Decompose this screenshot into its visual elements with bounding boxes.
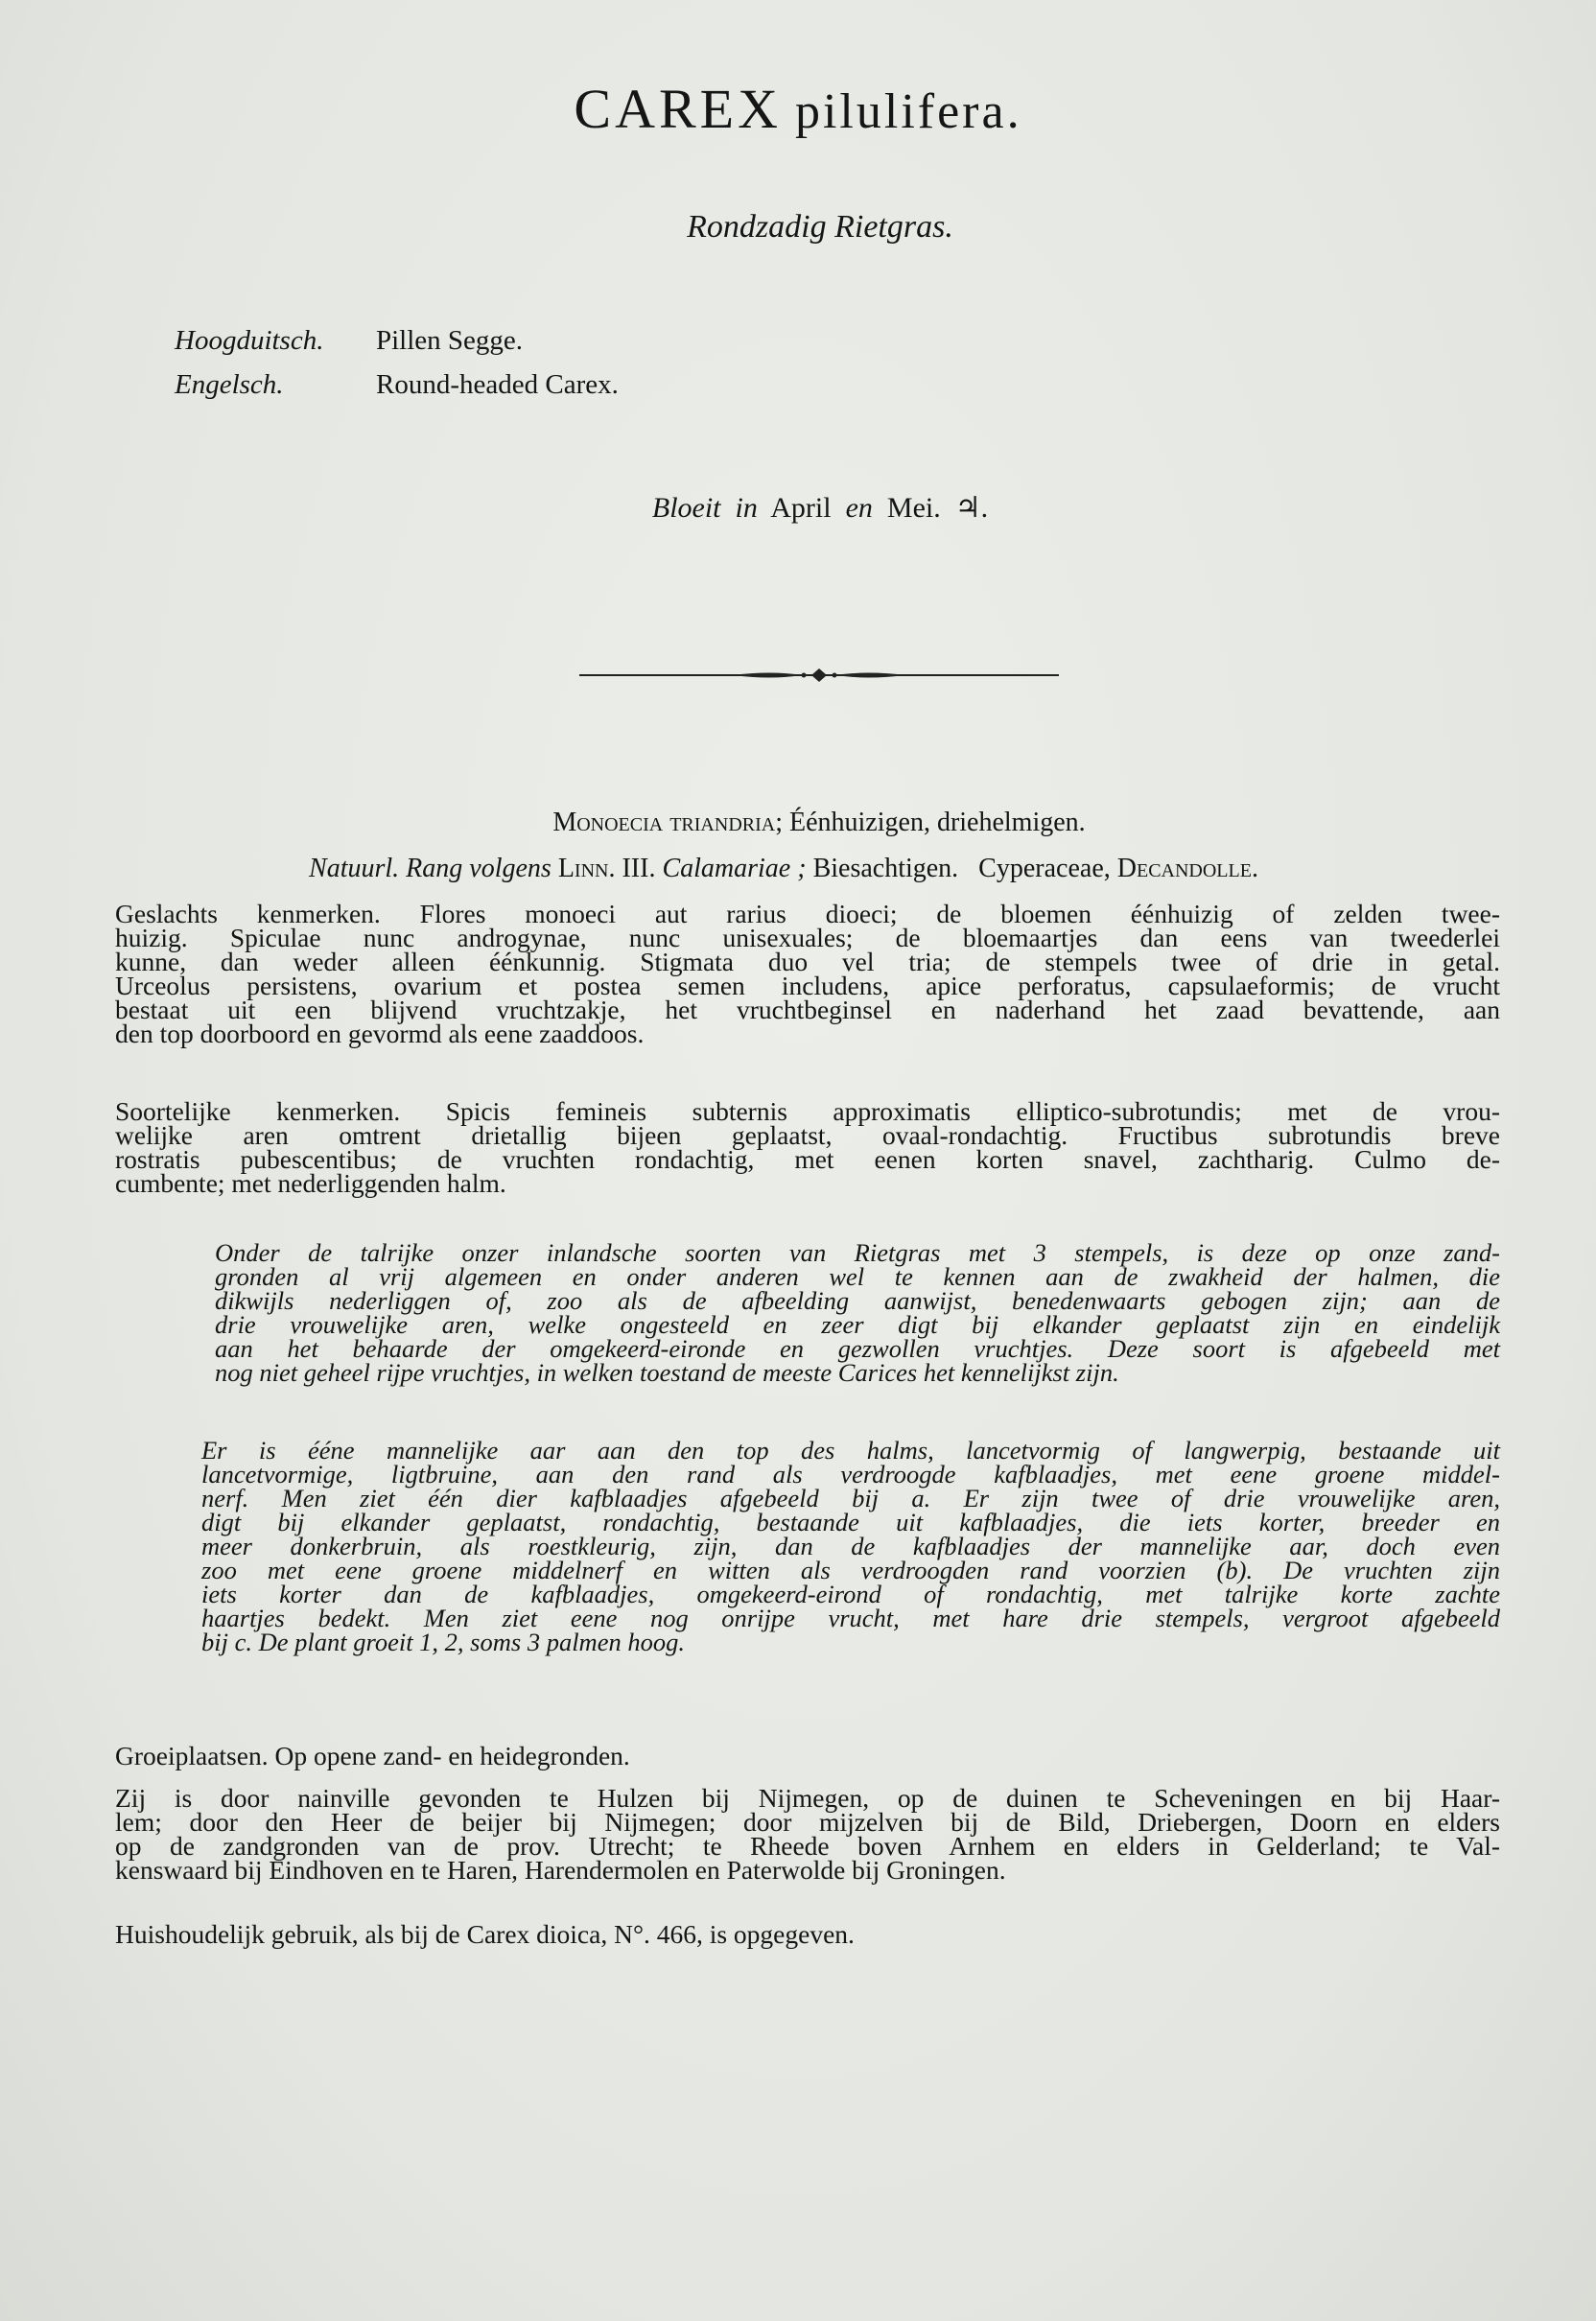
bloom-line	[0, 491, 1596, 525]
text-line: bij c. De plant groeit 1, 2, soms 3 palmen hoog.	[201, 1628, 685, 1656]
classification-line	[0, 808, 1596, 838]
text-line: Er is ééne mannelijke aar aan den top des halms, lancetvormig of langwerpig, bestaande uit	[201, 1436, 1500, 1465]
description-paragraph-2	[201, 1436, 1500, 1656]
rank-calamariae: Calamariae ;	[662, 854, 807, 883]
text-line: zoo met eene groene middelnerf en witten als verdroogden rand voorzien (b). De vruchten zijn	[201, 1556, 1500, 1584]
text-line: nerf. Men ziet één dier kafblaadjes afgebeeld bij a. Er zijn twee of drie vrouwelijke aren,	[201, 1484, 1500, 1512]
text-line: aan het behaarde der omgekeerd-eironde en gezwollen vruchtjes. Deze soort is afgebeeld met	[215, 1334, 1500, 1363]
text-line: huizig. Spiculae nunc androgynae, nunc unisexuales; de bloemaartjes dan eens van tweederlei	[115, 923, 1500, 952]
text-line: lancetvormige, ligtbruine, aan den rand als verdroogde kafblaadjes, met eene groene middel-	[201, 1460, 1500, 1489]
text-line: Onder de talrijke onzer inlandsche soorten van Rietgras met 3 stempels, is deze op onze zand-	[215, 1238, 1500, 1267]
dutch-name: Rondzadig Rietgras.	[687, 209, 953, 245]
page-title	[0, 77, 1596, 141]
text-line: Geslachts kenmerken. Flores monoeci aut rarius dioeci; de bloemen éénhuizig of zelden twee-	[115, 899, 1500, 928]
classification-dutch: ; Éénhuizigen, driehelmigen.	[775, 808, 1086, 837]
text-line: drie vrouwelijke aren, welke ongesteeld en zeer digt bij elkander geplaatst zijn en eindelijk	[215, 1310, 1500, 1339]
bloom-prefix: Bloeit	[651, 492, 721, 524]
name-german	[175, 318, 619, 363]
text-line: lem; door den Heer de beijer bij Nijmegen; door mijzelven bij de Bild, Driebergen, Doorn en elders	[115, 1807, 1500, 1837]
text-line: cumbente; met nederliggenden halm.	[115, 1168, 506, 1198]
bloom-month-2: Mei.	[886, 492, 941, 524]
text-line: meer donkerbruin, als roestkleurig, zijn, dan de kafblaadjes der mannelijke aar, doch even	[201, 1532, 1500, 1560]
perennial-symbol: ♃.	[954, 492, 989, 524]
text-line: bestaat uit een blijvend vruchtzakje, het vruchtbeginsel en naderhand het zaad bevattende, aan	[115, 995, 1500, 1024]
text-line: Urceolus persistens, ovarium et postea semen includens, apice perforatus, capsulaeformis; de vrucht	[115, 971, 1500, 1000]
text-line: Soortelijke kenmerken. Spicis femineis subternis approximatis elliptico-subrotundis; met de vrou-	[115, 1096, 1500, 1126]
genus-characters-paragraph	[115, 899, 1500, 1048]
name-value: Round-headed Carex.	[376, 369, 619, 400]
rank-prefix: Natuurl. Rang volgens	[309, 854, 552, 883]
text-line: Groeiplaatsen. Op opene zand- en heidegronden.	[115, 1741, 630, 1770]
ornamental-divider	[579, 664, 1059, 687]
text-line: op de zandgronden van de prov. Utrecht; te Rheede boven Arnhem en elders in Gelderland; te Val-	[115, 1831, 1500, 1861]
text-line: gronden al vrij algemeen en onder anderen wel te kennen aan de zwakheid der halmen, die	[215, 1262, 1500, 1291]
name-lang: Engelsch.	[175, 369, 284, 400]
text-line: welijke aren omtrent drietallig bijeen geplaatst, ovaal-rondachtig. Fructibus subrotundis breve	[115, 1120, 1500, 1150]
text-line: Zij is door nainville gevonden te Hulzen bij Nijmegen, op de duinen te Scheveningen en bij Haar-	[115, 1783, 1500, 1813]
title-genus: CAREX	[574, 78, 782, 140]
habitat-paragraph	[115, 1741, 1500, 1770]
title-species: pilulifera.	[794, 84, 1022, 139]
description-paragraph-1	[215, 1238, 1500, 1387]
rank-num: III.	[622, 854, 656, 883]
name-value: Pillen Segge.	[376, 325, 524, 356]
text-line: Huishoudelijk gebruik, als bij de Carex dioica, N°. 466, is opgegeven.	[115, 1919, 855, 1949]
name-english	[175, 363, 619, 407]
text-line: haartjes bedekt. Men ziet eene nog onrijpe vrucht, met hare drie stempels, vergroot afgebeeld	[201, 1604, 1500, 1632]
text-line: digt bij elkander geplaatst, rondachtig, bestaande uit kafblaadjes, die iets korter, breeder en	[201, 1508, 1500, 1536]
text-line: den top doorboord en gevormd als eene zaaddoos.	[115, 1019, 645, 1048]
localities-paragraph	[115, 1783, 1500, 1885]
bloom-en: en	[845, 492, 873, 524]
species-characters-paragraph	[115, 1096, 1500, 1198]
rank-author: Linn.	[557, 854, 616, 883]
text-line: dikwijls nederliggen of, zoo als de afbeelding aanwijst, benedenwaarts gebogen zijn; aan de	[215, 1286, 1500, 1315]
name-lang: Hoogduitsch.	[175, 325, 324, 356]
household-use-paragraph	[115, 1919, 1500, 1949]
vernacular-names	[175, 318, 619, 407]
text-line: kunne, dan weder alleen éénkunnig. Stigmata duo vel tria; de stempels twee of drie in getal.	[115, 947, 1500, 976]
text-line: kenswaard bij Eindhoven en te Haren, Harendermolen en Paterwolde bij Groningen.	[115, 1855, 1006, 1885]
linnaean-class: Monoecia triandria	[552, 808, 776, 837]
text-line: nog niet geheel rijpe vruchtjes, in welken toestand de meeste Carices het kennelijkst zijn.	[215, 1358, 1119, 1387]
rank-rest: Biesachtigen. Cyperaceae,	[812, 854, 1111, 883]
bloom-month-1: April	[770, 492, 832, 524]
text-line: rostratis pubescentibus; de vruchten rondachtig, met eenen korten snavel, zachtharig. Culmo de-	[115, 1144, 1500, 1174]
rank-decandolle: Decandolle.	[1116, 854, 1258, 883]
text-line: iets korter dan de kafblaadjes, omgekeerd-eirond of rondachtig, met talrijke korte zachte	[201, 1580, 1500, 1608]
natural-rank-line	[0, 854, 1567, 884]
bloom-in: in	[735, 492, 758, 524]
